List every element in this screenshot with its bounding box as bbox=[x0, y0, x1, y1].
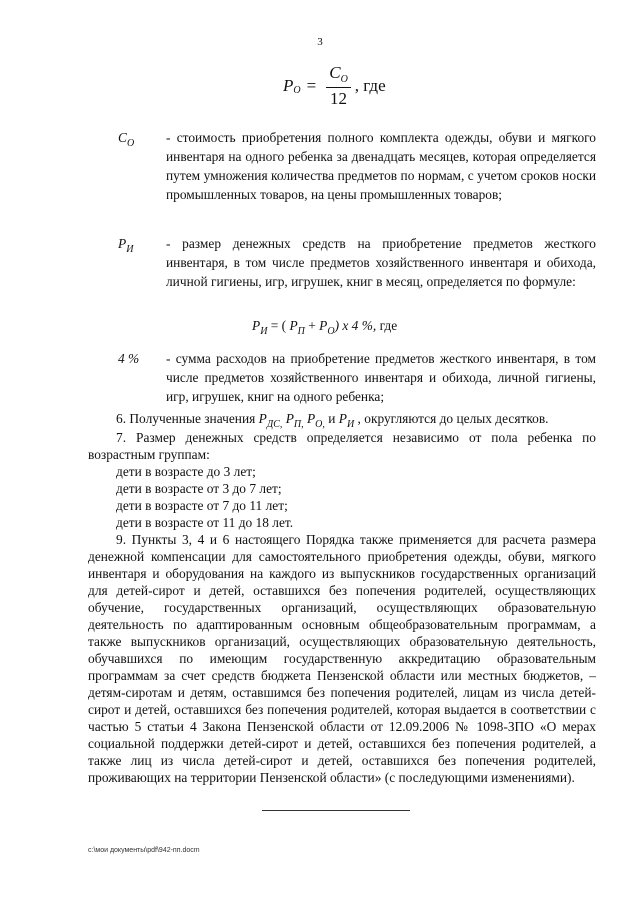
p6-prefix: 6. Полученные значения bbox=[116, 411, 259, 426]
numerator-sub: O bbox=[340, 74, 348, 85]
footer-file-path: c:\мои документы\pdf\942-пп.docm bbox=[88, 847, 200, 854]
definition-text: - стоимость приобретения полного комплекта одежды, обуви и мягкого инвентаря на одного ребенка за двенадцать месяцев, которая определяется путем умножения количества предметов по нормам, с учетом сроков носки промышленных товаров, на цены промышленных товаров; bbox=[166, 130, 596, 202]
p6-v1-sub: ДС, bbox=[266, 419, 283, 430]
formula-po bbox=[283, 63, 386, 108]
definition-pi bbox=[118, 234, 596, 291]
formula-pi bbox=[252, 318, 398, 337]
p6-and: и bbox=[324, 411, 339, 426]
p6-v3: P bbox=[303, 411, 316, 426]
formula2-open: = ( bbox=[267, 318, 290, 333]
term-symbol: 4 % bbox=[118, 351, 140, 366]
p6-v2: P bbox=[282, 411, 294, 426]
definition-text: - сумма расходов на приобретение предметов жесткого инвентаря, в том числе предметов хозяйственного инвентаря и обихода, личной гигиены, игр, игрушек, книг на одного ребенка; bbox=[166, 351, 596, 404]
definition-term bbox=[118, 128, 134, 149]
paragraph-6 bbox=[88, 410, 596, 429]
formula2-p2-sub: O bbox=[327, 326, 335, 337]
p6-v3-sub: O, bbox=[315, 419, 325, 430]
body-text bbox=[88, 410, 596, 786]
age-group-item: дети в возрасте от 3 до 7 лет; bbox=[116, 481, 282, 496]
term-sub: И bbox=[126, 244, 134, 255]
formula2-lhs-sub: И bbox=[260, 326, 268, 337]
term-symbol: P bbox=[118, 236, 127, 251]
formula2-suffix: где bbox=[376, 318, 398, 333]
p6-v4: P bbox=[338, 411, 347, 426]
definition-text: - размер денежных средств на приобретение предметов жесткого инвентаря, в том числе предметов хозяйственного инвентаря и обихода, личной гигиены, игр, игрушек, книг в месяц, определяется по формуле: bbox=[166, 236, 596, 289]
p6-v4-sub: И bbox=[346, 419, 355, 430]
formula2-plus: + bbox=[304, 318, 320, 333]
numerator-symbol: C bbox=[329, 63, 341, 82]
age-group-item: дети в возрасте от 7 до 11 лет; bbox=[116, 498, 288, 513]
definition-co bbox=[118, 128, 596, 204]
formula2-lhs: P bbox=[252, 318, 261, 333]
term-sub: O bbox=[126, 138, 135, 149]
paragraph-9: 9. Пункты 3, 4 и 6 настоящего Порядка также применяется для расчета размера денежной компенсации для самостоятельного приобретения одежды, обуви, мягкого инвентаря и оборудования на каждого из выпускников государственных организаций для детей-сирот и детей, оставшихся без попечения родителей, осуществляющих обучение, государственных организаций, осуществляющих образовательную деятельность по адаптированным основным общеобразовательным программам, а также выпускников организаций, осуществляющих образовательную деятельность, обучавшихся по имеющим государственную аккредитацию образовательным программам за счет средств бюджета Пензенской области или местных бюджетов, – детям-сиротам и детям, оставшимся без попечения родителей, лицам из числа детей-сирот и детей, оставшихся без попечения родителей, которая выдается в соответствии с частью 5 статьи 4 Закона Пензенской области от 12.09.2006 № 1098-ЗПО «О мерах социальной поддержки детей-сирот и детей, оставшихся без попечения родителей, а также лиц из числа детей-сирот и детей, оставшихся без попечения родителей, проживающих на территории Пензенской области» (с последующими изменениями). bbox=[88, 532, 596, 785]
definition-term bbox=[118, 234, 133, 255]
closing-rule bbox=[262, 810, 410, 811]
definition-4-percent bbox=[118, 349, 596, 406]
p6-v1: P bbox=[258, 411, 267, 426]
formula-equals: = bbox=[306, 76, 317, 95]
formula2-p1: P bbox=[289, 318, 298, 333]
age-group-item: дети в возрасте от 11 до 18 лет. bbox=[116, 515, 294, 530]
p6-suffix: , округляются до целых десятков. bbox=[354, 411, 549, 426]
formula-suffix: , где bbox=[354, 76, 386, 95]
formula2-p2: P bbox=[319, 318, 328, 333]
paragraph-7: 7. Размер денежных средств определяется независимо от пола ребенка по возрастным группам: bbox=[88, 430, 596, 462]
fraction-denominator: 12 bbox=[330, 89, 347, 108]
formula2-close: ) x 4 %, bbox=[334, 318, 377, 333]
formula-lhs-sub: O bbox=[293, 84, 301, 96]
definition-term bbox=[118, 349, 139, 368]
formula-fraction bbox=[326, 63, 351, 109]
formula2-p1-sub: П bbox=[297, 326, 305, 337]
formula-lhs: P bbox=[283, 76, 294, 95]
p6-v2-sub: П, bbox=[293, 419, 304, 430]
age-group-item: дети в возрасте до 3 лет; bbox=[116, 464, 256, 479]
page-number: 3 bbox=[317, 36, 323, 48]
term-symbol: C bbox=[118, 130, 127, 145]
fraction-numerator bbox=[326, 63, 351, 88]
